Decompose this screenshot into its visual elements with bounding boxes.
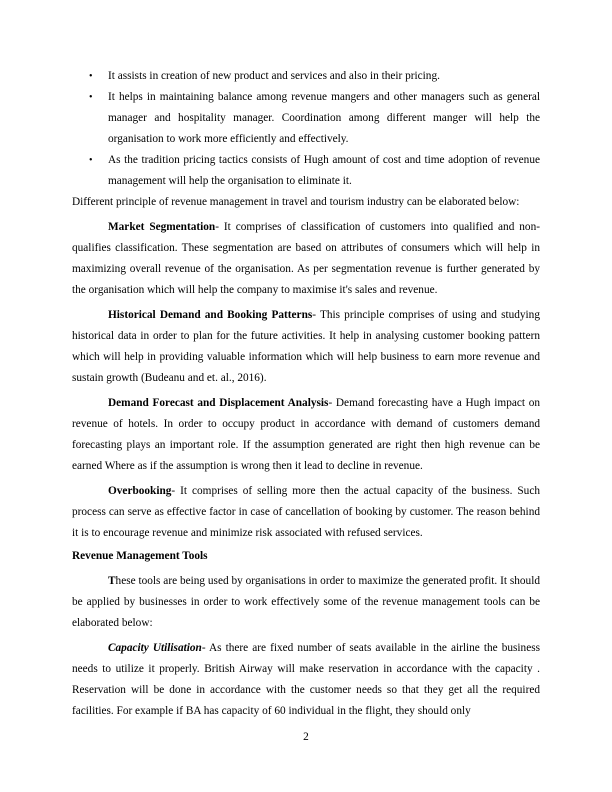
section-heading: Revenue Management Tools (72, 550, 208, 562)
bullet-text: It helps in maintaining balance among revenue mangers and other managers such as general manager and hospitality manager. Coordination among different manger will help the organisation to work more efficiently and effectively. (108, 91, 540, 145)
principle-term: Demand Forecast and Displacement Analysis (108, 397, 329, 409)
capacity-term: Capacity Utilisation (108, 642, 202, 654)
bullet-item (72, 150, 540, 192)
principle-text: - This principle comprises of using and studying historical data in order to plan for the future activities. It help in analysing customer booking pattern which will help in providing valuable information which will help business to earn more revenue and sustain growth (Budeanu and et. al., 2016). (72, 309, 540, 384)
principle-text: - Demand forecasting have a Hugh impact on revenue of hotels. In order to occupy product in accordance with demand of customers demand forecasting plays an important role. If the assumption generated are right then high revenue can be earned Where as if the assumption is wrong then it lead to decline in revenue. (72, 397, 541, 472)
principle-paragraph (72, 217, 540, 301)
principle-paragraph (72, 305, 540, 389)
tools-intro-first-letter: T (108, 575, 116, 587)
bullet-icon: • (89, 92, 93, 103)
principle-text: - It comprises of selling more then the actual capacity of the business. Such process can serve as effective factor in case of cancellation of booking by customer. The reason behind it is to encourage revenue and minimize risk associated with refused services. (72, 485, 540, 539)
bullet-icon: • (89, 71, 93, 82)
bullet-item (72, 66, 540, 87)
page-number: 2 (303, 731, 309, 743)
bullet-list (72, 66, 540, 192)
capacity-paragraph (72, 638, 540, 722)
principle-paragraph (72, 481, 540, 544)
capacity-text: - As there are fixed number of seats available in the airline the business needs to utilize it properly. British Airway will make reservation in accordance with the capacity . Reservation will be done in accordance with the customer needs so that they get all the required facilities. For example if BA has capacity of 60 individual in the flight, they should only (72, 642, 540, 717)
page-content (72, 66, 540, 722)
principle-paragraph (72, 393, 540, 477)
bullet-text: As the tradition pricing tactics consists of Hugh amount of cost and time adoption of revenue management will help the organisation to eliminate it. (108, 154, 540, 187)
principle-term: Overbooking (108, 485, 172, 497)
bullet-text: It assists in creation of new product and services and also in their pricing. (108, 70, 440, 82)
bullet-icon: • (89, 155, 93, 166)
principle-term: Historical Demand and Booking Patterns (108, 309, 313, 321)
principle-text: - It comprises of classification of customers into qualified and non- qualifies classification. These segmentation are based on attributes of consumers which will help in maximizing overall revenue of the organisation. As per segmentation revenue is further generated by the organisation which will help the company to maximise it's sales and revenue. (72, 221, 540, 296)
principle-term: Market Segmentation (108, 221, 216, 233)
tools-intro-paragraph (72, 571, 540, 634)
tools-intro-text: hese tools are being used by organisations in order to maximize the generated profit. It should be applied by businesses in order to work effectively some of the revenue management tools can be elaborated below: (72, 575, 540, 629)
bullet-item (72, 87, 540, 150)
intro-paragraph: Different principle of revenue management in travel and tourism industry can be elaborated below: (72, 196, 520, 208)
